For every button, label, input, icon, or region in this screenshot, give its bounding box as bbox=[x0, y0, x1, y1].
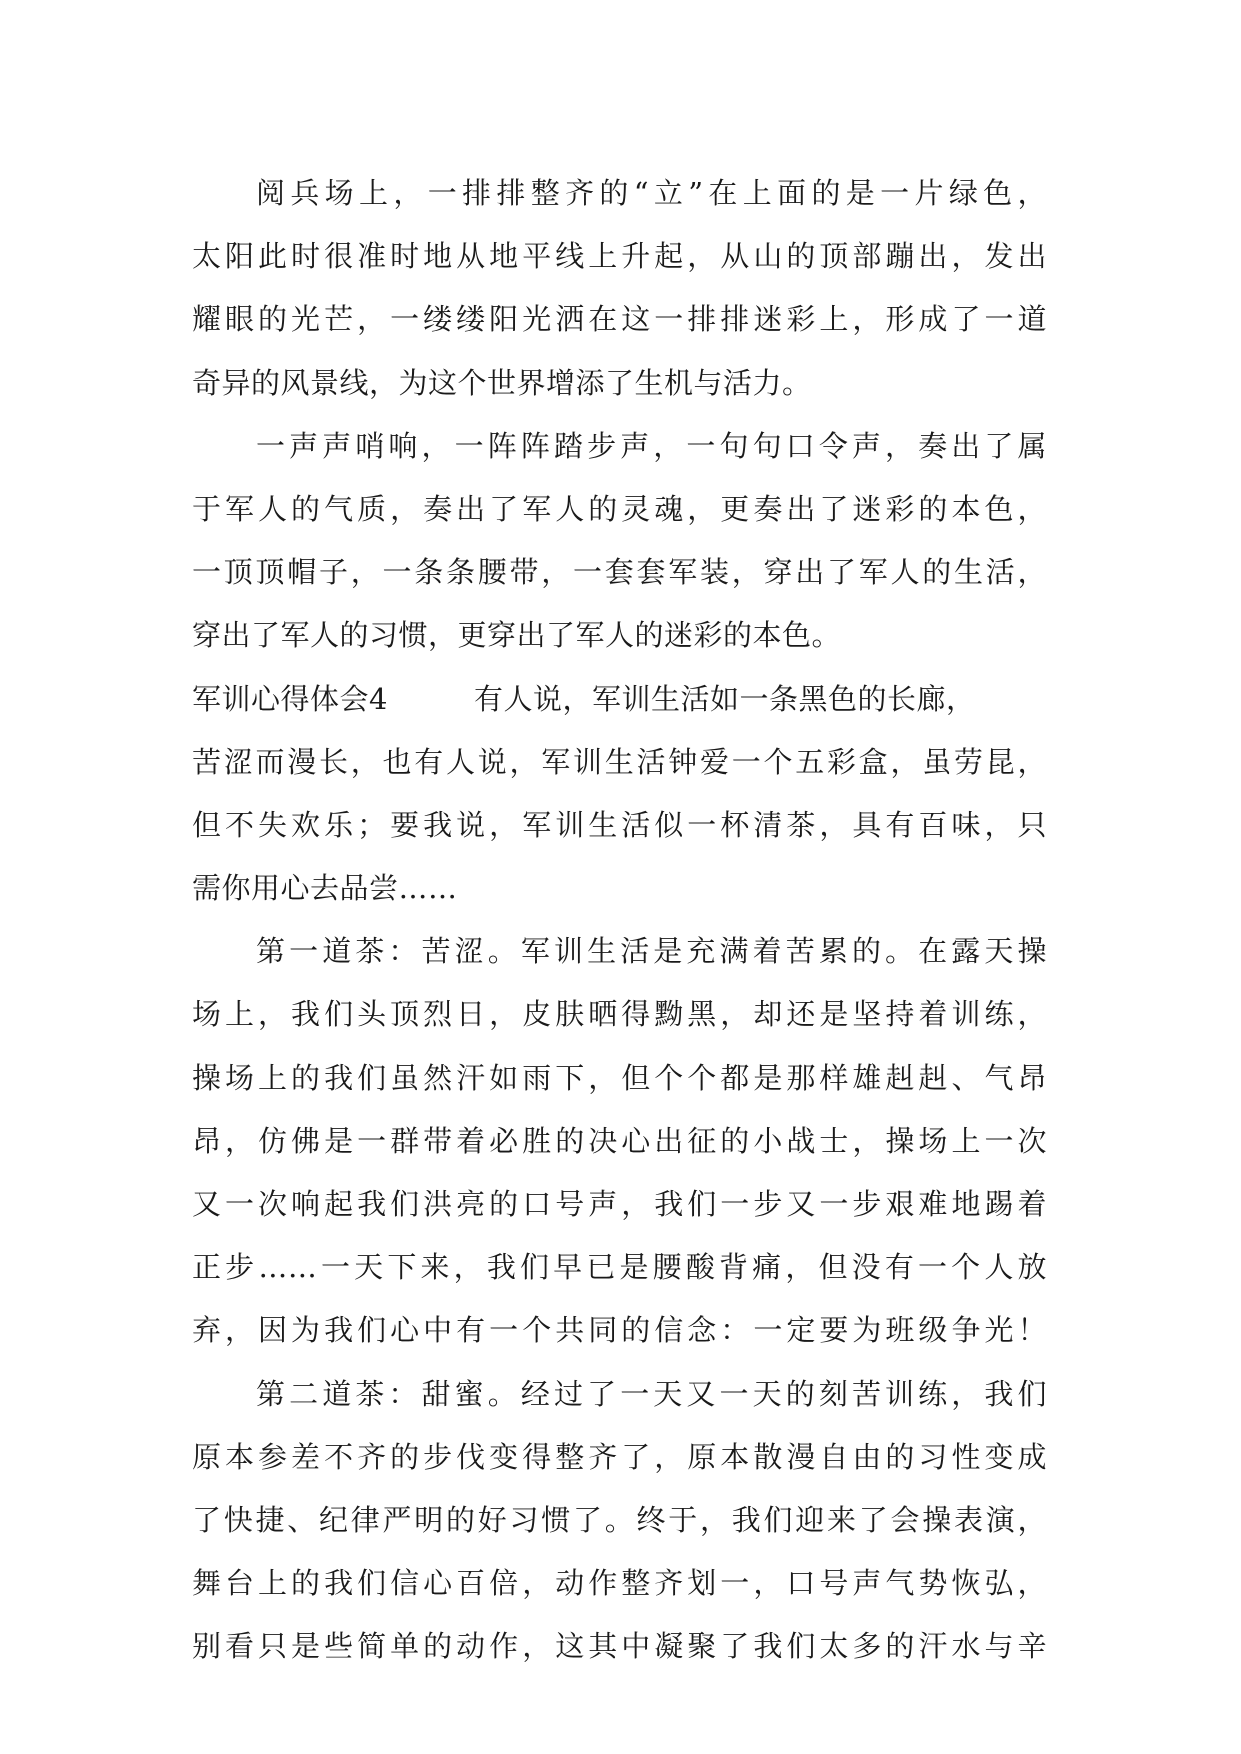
text-line: 弃，因为我们心中有一个共同的信念：一定要为班级争光！ bbox=[192, 1313, 1047, 1348]
paragraph-4 bbox=[192, 920, 1047, 1362]
text-line: 第一道茶：苦涩。军训生活是充满着苦累的。在露天操 bbox=[256, 934, 1047, 969]
text-line: 太阳此时很准时地从地平线上升起，从山的顶部蹦出，发出 bbox=[192, 239, 1047, 274]
text-line: 一顶顶帽子，一条条腰带，一套套军装，穿出了军人的生活， bbox=[192, 555, 1047, 590]
text-line: 别看只是些简单的动作，这其中凝聚了我们太多的汗水与辛 bbox=[192, 1629, 1047, 1664]
text-line: 原本参差不齐的步伐变得整齐了，原本散漫自由的习性变成 bbox=[192, 1439, 1047, 1474]
text-line: 耀眼的光芒，一缕缕阳光洒在这一排排迷彩上，形成了一道 bbox=[192, 302, 1047, 337]
text-line: 舞台上的我们信心百倍，动作整齐划一，口号声气势恢弘， bbox=[192, 1566, 1047, 1601]
paragraph-2 bbox=[192, 415, 1047, 668]
heading-line-text: 有人说，军训生活如一条黑色的长廊， bbox=[473, 681, 976, 716]
paragraph-5 bbox=[192, 1363, 1047, 1679]
text-line: 但不失欢乐；要我说，军训生活似一杯清茶，具有百味，只 bbox=[192, 807, 1047, 842]
text-line: 正步……一天下来，我们早已是腰酸背痛，但没有一个人放 bbox=[192, 1250, 1047, 1285]
text-line: 需你用心去品尝…… bbox=[192, 871, 458, 906]
paragraph-1 bbox=[192, 162, 1047, 415]
text-line: 又一次响起我们洪亮的口号声，我们一步又一步艰难地踢着 bbox=[192, 1187, 1047, 1221]
text-line bbox=[192, 668, 1047, 731]
text-line: 于军人的气质，奏出了军人的灵魂，更奏出了迷彩的本色， bbox=[192, 491, 1047, 526]
document-page bbox=[192, 162, 1047, 1679]
text-line: 奇异的风景线，为这个世界增添了生机与活力。 bbox=[192, 365, 812, 400]
text-line: 场上，我们头顶烈日，皮肤晒得黝黑，却还是坚持着训练， bbox=[192, 997, 1047, 1032]
text-line: 了快捷、纪律严明的好习惯了。终于，我们迎来了会操表演， bbox=[192, 1502, 1047, 1537]
text-line: 操场上的我们虽然汗如雨下，但个个都是那样雄赳赳、气昂 bbox=[192, 1060, 1047, 1095]
text-line: 第二道茶：甜蜜。经过了一天又一天的刻苦训练，我们 bbox=[256, 1376, 1047, 1411]
text-line: 一声声哨响，一阵阵踏步声，一句句口令声，奏出了属 bbox=[256, 428, 1047, 463]
text-line: 苦涩而漫长，也有人说，军训生活钟爱一个五彩盒，虽劳昆， bbox=[192, 744, 1047, 779]
text-line: 昂，仿佛是一群带着必胜的决心出征的小战士，操场上一次 bbox=[192, 1123, 1047, 1158]
section-heading: 军训心得体会4 bbox=[192, 681, 388, 716]
text-line: 阅兵场上，一排排整齐的“立”在上面的是一片绿色， bbox=[256, 176, 1047, 210]
paragraph-3 bbox=[192, 668, 1047, 921]
text-line: 穿出了军人的习惯，更穿出了军人的迷彩的本色。 bbox=[192, 618, 842, 653]
